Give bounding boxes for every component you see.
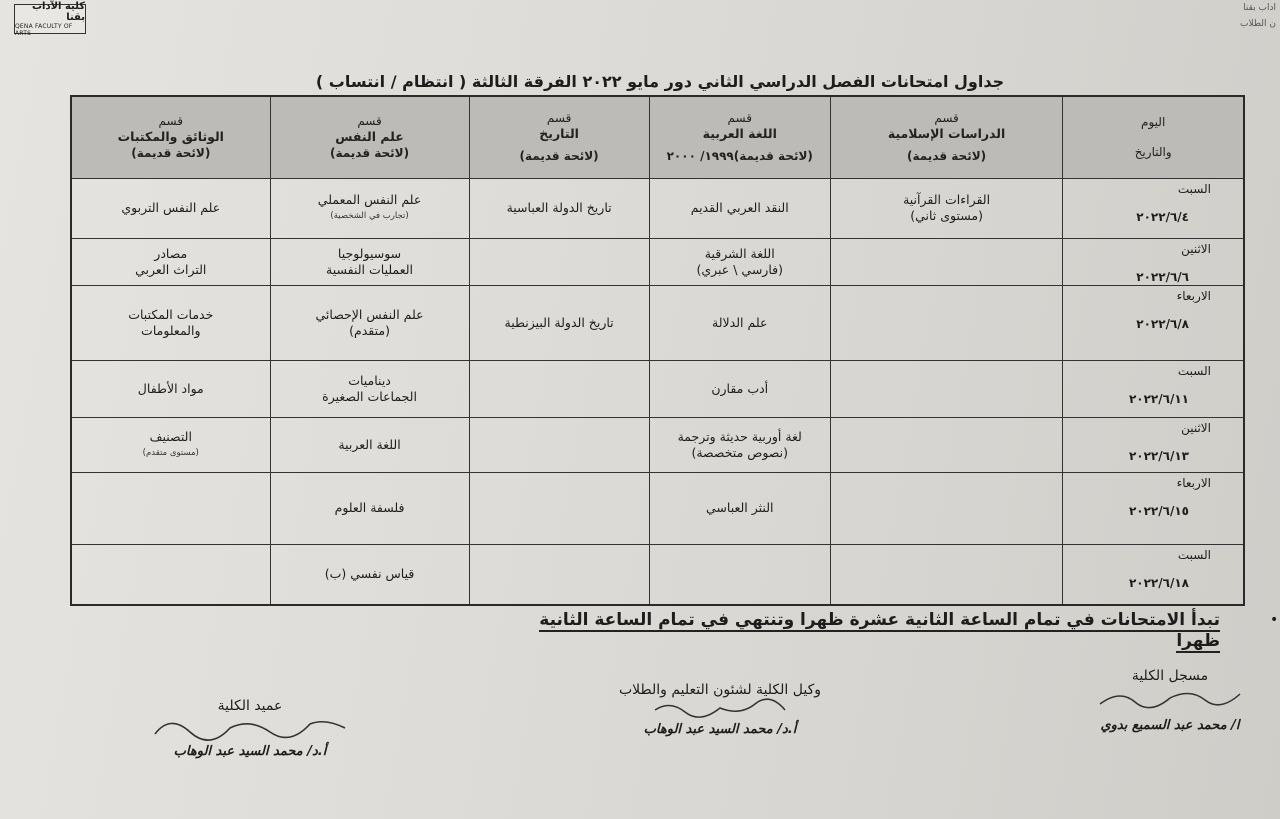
registrar-name: ا/ محمد عبد السميع بدوي	[1100, 718, 1240, 733]
arabic-cell: اللغة الشرقية (فارسي \ عبري)	[649, 238, 830, 285]
islamic-studies-cell	[830, 544, 1063, 605]
history-cell: تاريخ الدولة العباسية	[469, 178, 649, 238]
exam-date: ٢٠٢٢/٦/١٣	[1128, 448, 1189, 463]
history-cell: تاريخ الدولة البيزنطية	[469, 285, 649, 360]
table-header-row	[71, 96, 1244, 178]
history-cell	[469, 417, 649, 472]
vice-dean-role: وكيل الكلية لشئون التعليم والطلاب	[618, 682, 822, 698]
dean-name: أ.د/ محمد السيد عبد الوهاب	[173, 744, 327, 759]
arabic-cell: النقد العربي القديم	[649, 178, 830, 238]
header-libraries: قسم الوثائق والمكتبات (لائحة قديمة)	[71, 96, 270, 178]
logo-english-text: QENA FACULTY OF ARTS	[15, 23, 73, 37]
exam-date: ٢٠٢٢/٦/١٨	[1128, 575, 1189, 590]
day-name: السبت	[1177, 181, 1211, 196]
psychology-cell: سوسيولوجيا العمليات النفسية	[270, 238, 469, 285]
history-cell	[469, 544, 649, 605]
page-title: جداول امتحانات الفصل الدراسي الثاني دور مايو ٢٠٢٢ الفرقة الثالثة ( انتظام / انتساب )	[315, 72, 1005, 91]
day-date-cell	[1063, 417, 1244, 472]
psychology-cell: فلسفة العلوم	[270, 472, 469, 544]
arabic-cell: لغة أوربية حديثة وترجمة (نصوص متخصصة)	[649, 417, 830, 472]
exam-schedule-table	[70, 95, 1245, 606]
exam-date: ٢٠٢٢/٦/٨	[1136, 316, 1189, 331]
header-psychology: قسم علم النفس (لائحة قديمة)	[270, 96, 469, 178]
faculty-logo	[14, 1, 86, 37]
dean-role: عميد الكلية	[217, 698, 283, 714]
day-date-cell	[1063, 238, 1244, 285]
history-cell	[469, 238, 649, 285]
dean-signature	[140, 698, 360, 759]
psychology-cell: اللغة العربية	[270, 417, 469, 472]
dean-scribble-icon	[140, 714, 360, 744]
libraries-cell: علم النفس التربوي	[71, 178, 270, 238]
psychology-cell: علم النفس المعملي (تجارب في الشخصية)	[270, 178, 469, 238]
bullet-icon: •	[1270, 612, 1279, 628]
islamic-studies-cell	[830, 417, 1063, 472]
table-row	[71, 178, 1244, 238]
islamic-studies-cell	[830, 472, 1063, 544]
corner-line-2: ن الطلاب	[1240, 19, 1276, 29]
day-name: الاربعاء	[1176, 288, 1211, 303]
header-history: قسم التاريخ (لائحة قديمة)	[469, 96, 649, 178]
exam-date: ٢٠٢٢/٦/٤	[1136, 209, 1189, 224]
vice-dean-name: أ.د/ محمد السيد عبد الوهاب	[643, 722, 797, 737]
libraries-cell: التصنيف (مستوى متقدم)	[71, 417, 270, 472]
exam-date: ٢٠٢٢/٦/١٥	[1128, 503, 1189, 518]
psychology-cell: ديناميات الجماعات الصغيرة	[270, 360, 469, 417]
table-row	[71, 238, 1244, 285]
history-cell	[469, 472, 649, 544]
corner-line-1: اداب بقنا	[1243, 3, 1276, 13]
vice-dean-signature	[590, 682, 850, 737]
day-name: الاثنين	[1181, 241, 1211, 256]
table-row	[71, 360, 1244, 417]
day-date-cell	[1063, 285, 1244, 360]
corner-stamp	[1210, 0, 1280, 60]
islamic-studies-cell: القراءات القرآنية (مستوى ثاني)	[830, 178, 1063, 238]
arabic-cell: النثر العباسي	[649, 472, 830, 544]
day-name: السبت	[1177, 547, 1211, 562]
table-row	[71, 285, 1244, 360]
libraries-cell: مصادر التراث العربي	[71, 238, 270, 285]
arabic-cell: علم الدلالة	[649, 285, 830, 360]
day-date-cell	[1063, 360, 1244, 417]
table-row	[71, 544, 1244, 605]
exam-time-note: تبدأ الامتحانات في تمام الساعة الثانية عشرة ظهرا وتنتهي في تمام الساعة الثانية ظهرا	[539, 610, 1220, 651]
header-arabic: قسم اللغة العربية (لائحة قديمة)١٩٩٩/ ٢٠٠٠	[649, 96, 830, 178]
registrar-signature	[1070, 668, 1270, 733]
psychology-cell: قياس نفسي (ب)	[270, 544, 469, 605]
header-day-date: اليوم والتاريخ	[1063, 96, 1244, 178]
psychology-cell: علم النفس الإحصائي (متقدم)	[270, 285, 469, 360]
libraries-cell	[71, 472, 270, 544]
libraries-cell	[71, 544, 270, 605]
logo-arabic-text: كلية الآداب بقنا	[31, 1, 85, 23]
header-islamic-studies: قسم الدراسات الإسلامية (لائحة قديمة)	[830, 96, 1063, 178]
registrar-scribble-icon	[1070, 684, 1270, 718]
table-row	[71, 417, 1244, 472]
table-row	[71, 472, 1244, 544]
day-name: الاربعاء	[1176, 475, 1211, 490]
arabic-cell: أدب مقارن	[649, 360, 830, 417]
libraries-cell: مواد الأطفال	[71, 360, 270, 417]
vice-dean-scribble-icon	[590, 698, 850, 722]
islamic-studies-cell	[830, 238, 1063, 285]
day-name: السبت	[1177, 363, 1211, 378]
day-date-cell	[1063, 472, 1244, 544]
history-cell	[469, 360, 649, 417]
islamic-studies-cell	[830, 285, 1063, 360]
libraries-cell: خدمات المكتبات والمعلومات	[71, 285, 270, 360]
day-date-cell	[1063, 178, 1244, 238]
arabic-cell	[649, 544, 830, 605]
islamic-studies-cell	[830, 360, 1063, 417]
registrar-role: مسجل الكلية	[1131, 668, 1209, 684]
exam-date: ٢٠٢٢/٦/٦	[1136, 269, 1189, 284]
day-name: الاثنين	[1181, 420, 1211, 435]
exam-date: ٢٠٢٢/٦/١١	[1128, 391, 1189, 406]
day-date-cell	[1063, 544, 1244, 605]
